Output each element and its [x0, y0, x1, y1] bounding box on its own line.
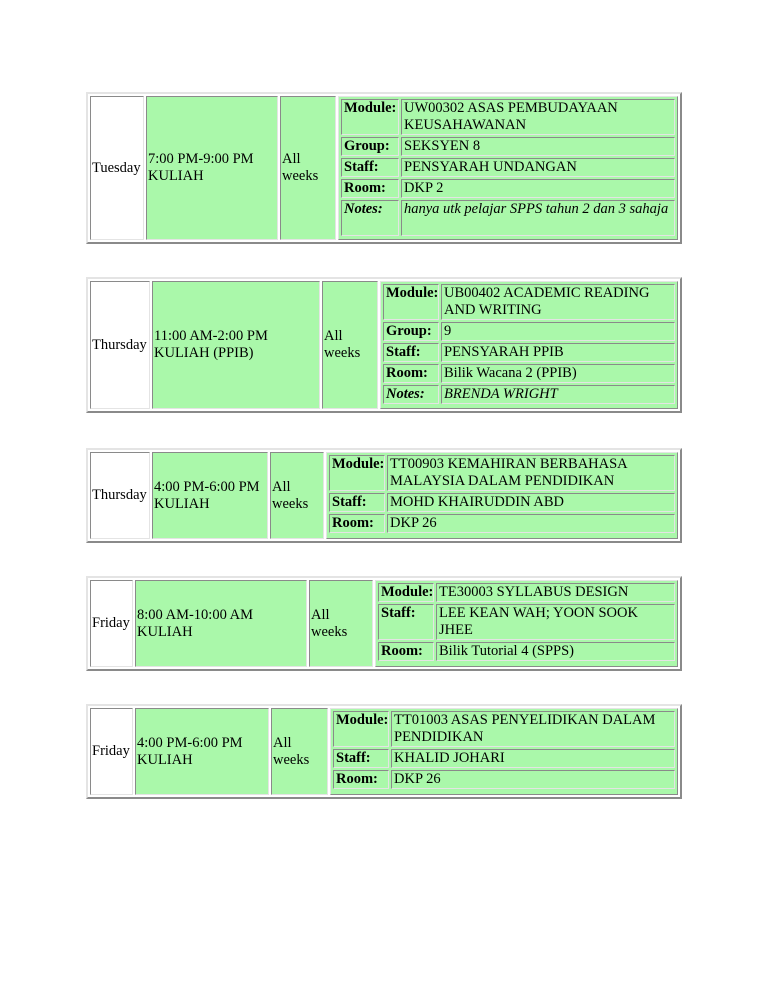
details-cell	[380, 281, 678, 409]
module-value: UW00302 ASAS PEMBUDAYAAN KEUSAHAWANAN	[401, 99, 675, 135]
weeks-label: All weeks	[311, 606, 348, 640]
timetable-entry	[86, 92, 682, 244]
time-cell	[135, 580, 307, 667]
session-type: KULIAH	[137, 751, 193, 768]
weeks-cell	[309, 580, 373, 667]
details-cell	[338, 96, 678, 240]
timetable-entry	[86, 277, 682, 413]
room-label: Room:	[333, 770, 389, 789]
time-range: 4:00 PM-6:00 PM	[137, 734, 243, 751]
time-range: 8:00 AM-10:00 AM	[137, 606, 254, 623]
day-label: Thursday	[92, 487, 147, 503]
module-value: TT00903 KEMAHIRAN BERBAHASA MALAYSIA DALAM PENDIDIKAN	[387, 455, 675, 491]
room-value: Bilik Wacana 2 (PPIB)	[441, 364, 675, 383]
session-type: KULIAH	[154, 495, 210, 512]
weeks-cell	[270, 452, 324, 539]
notes-label: Notes:	[383, 385, 439, 404]
staff-label: Staff:	[333, 749, 389, 768]
staff-label: Staff:	[329, 493, 385, 512]
room-value: DKP 26	[387, 514, 675, 533]
room-value: Bilik Tutorial 4 (SPPS)	[436, 642, 675, 661]
room-label: Room:	[329, 514, 385, 533]
notes-value: hanya utk pelajar SPPS tahun 2 dan 3 sahaja	[401, 200, 675, 236]
staff-label: Staff:	[383, 343, 439, 362]
module-label: Module:	[383, 284, 439, 320]
day-cell	[90, 452, 150, 539]
staff-value: LEE KEAN WAH; YOON SOOK JHEE	[436, 604, 675, 640]
notes-value: BRENDA WRIGHT	[441, 385, 675, 404]
module-value: UB00402 ACADEMIC READING AND WRITING	[441, 284, 675, 320]
weeks-cell	[322, 281, 378, 409]
details-cell	[326, 452, 678, 539]
day-label: Thursday	[92, 336, 147, 353]
module-label: Module:	[333, 711, 389, 747]
group-value: SEKSYEN 8	[401, 137, 675, 156]
time-cell	[152, 281, 320, 409]
room-label: Room:	[383, 364, 439, 383]
time-range: 7:00 PM-9:00 PM	[148, 151, 254, 167]
room-value: DKP 2	[401, 179, 675, 198]
room-label: Room:	[378, 642, 434, 661]
timetable-entry	[86, 704, 682, 799]
weeks-label: All weeks	[272, 478, 309, 512]
time-range: 11:00 AM-2:00 PM	[154, 328, 268, 344]
details-cell	[375, 580, 678, 667]
day-cell	[90, 96, 144, 240]
session-type: KULIAH	[137, 623, 193, 640]
time-cell	[146, 96, 278, 240]
time-cell	[135, 708, 269, 795]
staff-value: PENSYARAH UNDANGAN	[401, 158, 675, 177]
weeks-label: All weeks	[282, 151, 319, 184]
day-label: Friday	[92, 743, 130, 759]
time-range: 4:00 PM-6:00 PM	[154, 478, 260, 495]
staff-label: Staff:	[378, 604, 434, 640]
time-cell	[152, 452, 268, 539]
day-cell	[90, 708, 133, 795]
timetable-entry	[86, 576, 682, 671]
notes-label: Notes:	[341, 200, 399, 236]
module-label: Module:	[341, 99, 399, 135]
weeks-label: All weeks	[273, 734, 310, 768]
group-label: Group:	[383, 322, 439, 341]
timetable-entry	[86, 448, 682, 543]
weeks-cell	[271, 708, 328, 795]
day-cell	[90, 580, 133, 667]
session-type: KULIAH (PPIB)	[154, 345, 254, 361]
session-type: KULIAH	[148, 168, 204, 184]
room-label: Room:	[341, 179, 399, 198]
weeks-cell	[280, 96, 336, 240]
module-label: Module:	[329, 455, 385, 491]
staff-label: Staff:	[341, 158, 399, 177]
details-cell	[330, 708, 678, 795]
weeks-label: All weeks	[324, 328, 361, 361]
day-cell	[90, 281, 150, 409]
group-value: 9	[441, 322, 675, 341]
staff-value: KHALID JOHARI	[391, 749, 675, 768]
staff-value: MOHD KHAIRUDDIN ABD	[387, 493, 675, 512]
module-value: TE30003 SYLLABUS DESIGN	[436, 583, 675, 602]
staff-value: PENSYARAH PPIB	[441, 343, 675, 362]
day-label: Tuesday	[92, 159, 141, 176]
module-label: Module:	[378, 583, 434, 602]
module-value: TT01003 ASAS PENYELIDIKAN DALAM PENDIDIKAN	[391, 711, 675, 747]
day-label: Friday	[92, 615, 130, 631]
room-value: DKP 26	[391, 770, 675, 789]
group-label: Group:	[341, 137, 399, 156]
